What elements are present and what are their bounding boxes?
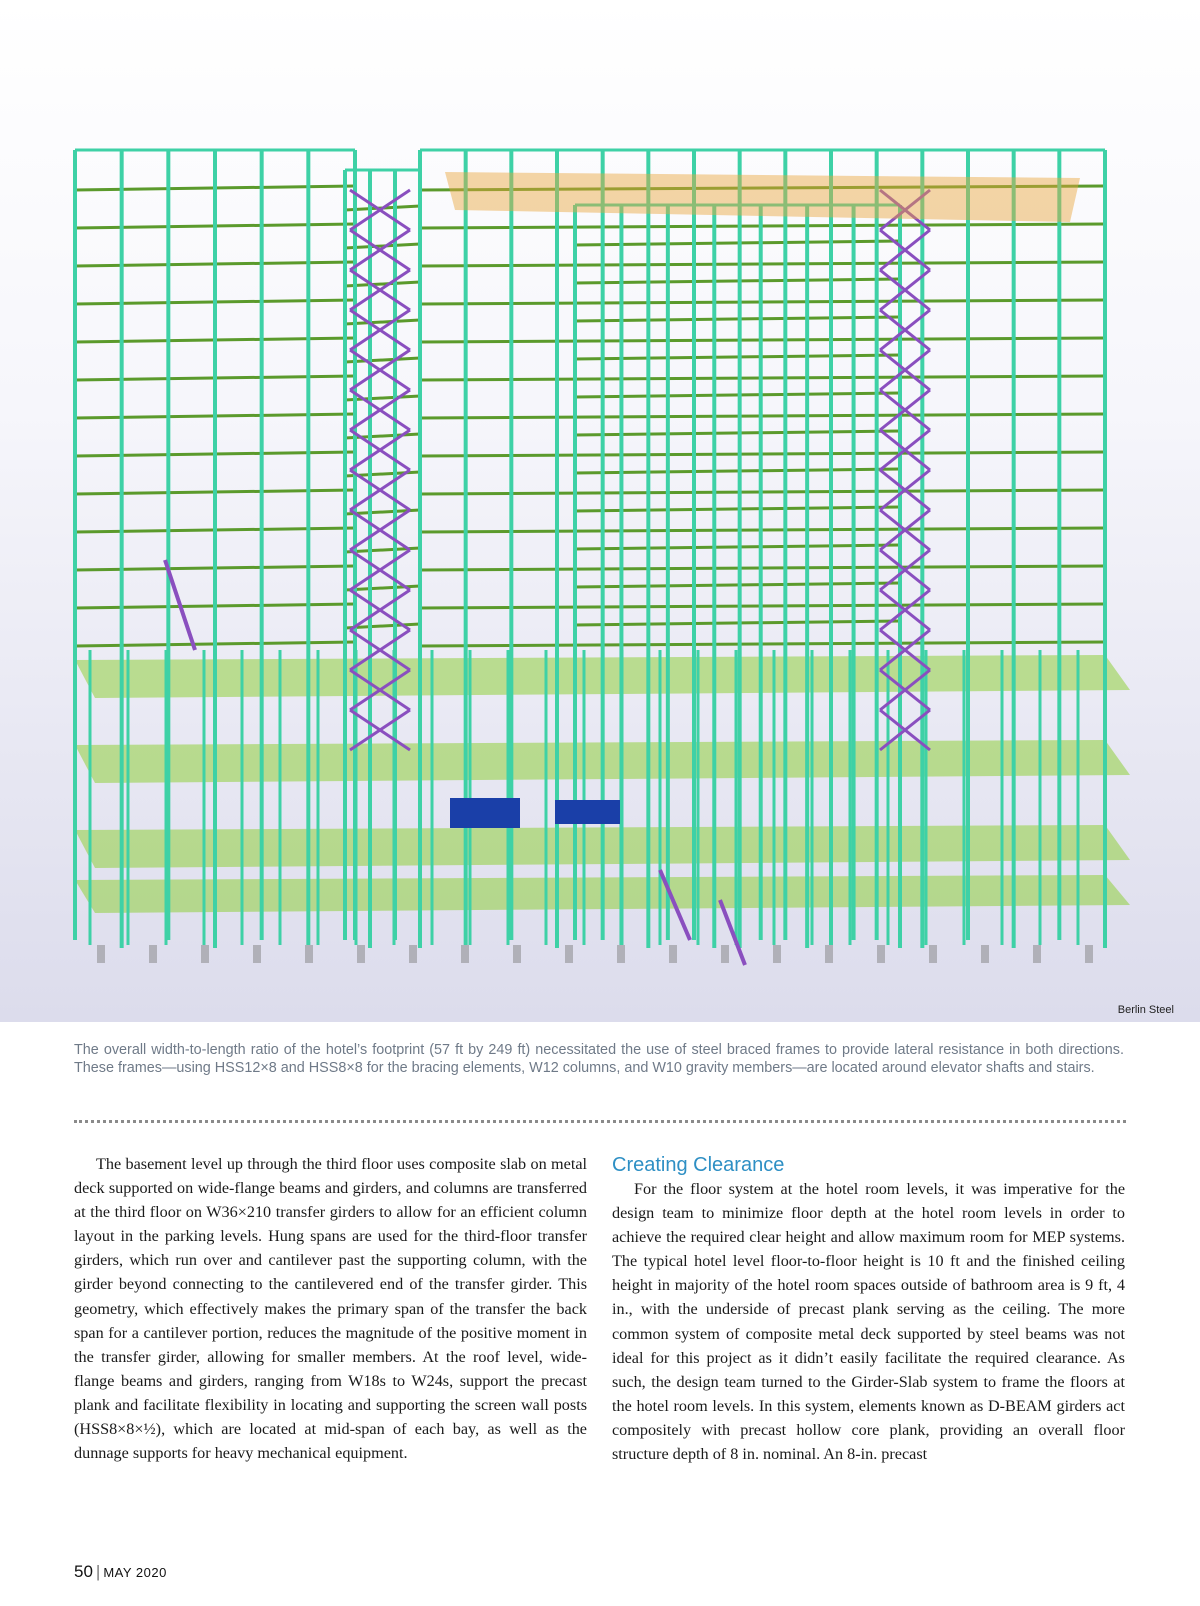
- dotted-divider: [74, 1120, 1126, 1123]
- body-paragraph: For the floor system at the hotel room levels, it was imperative for the design team to minimize floor depth at the hotel room levels in order to achieve the required clear height and allow maximum room for MEP systems. The typical hotel level floor-to-floor height is 10 ft and the finished ceiling height in majority of the hotel room spaces outside of bathroom area is 9 ft, 4 in., with the underside of precast plank serving as the ceiling. The more common system of composite metal deck supported by steel beams was not ideal for this project as it didn’t easily facilitate the required clearance. As such, the design team turned to the Girder-Slab system to frame the floors at the hotel room levels. In this system, elements known as D-BEAM girders act compositely with precast hollow core plank, providing an overall floor structure depth of 8 in. nominal. An 8-in. precast: [612, 1180, 1125, 1464]
- body-column-left: [74, 1152, 587, 1465]
- footing: [409, 945, 417, 963]
- footing: [617, 945, 625, 963]
- body-paragraph: The basement level up through the third floor uses composite slab on metal deck supported on wide-flange beams and girders, and columns are transferred at the third floor on W36×210 transfer girders to allow for an efficient column layout in the parking levels. Hung spans are used for the third-floor transfer girders, which run over and cantilever past the supporting column, with the girder beyond connecting to the cantilevered end of the transfer girder. This geometry, which effectively makes the primary span of the transfer the back span for a cantilever portion, reduces the magnitude of the positive moment in the transfer girder, allowing for smaller members. At the roof level, wide-flange beams and girders, ranging from W18s to W24s, support the precast plank and facilitate flexibility in locating and supporting the screen wall posts (HSS8×8×½), which are located at mid-span of each bay, as well as the dunnage supports for heavy mechanical equipment.: [74, 1155, 587, 1463]
- footing: [201, 945, 209, 963]
- footing: [97, 945, 105, 963]
- footing: [565, 945, 573, 963]
- footing: [877, 945, 885, 963]
- section-heading: Creating Clearance: [612, 1154, 785, 1176]
- floor-beam: [575, 469, 900, 473]
- floor-beam: [575, 545, 900, 549]
- photo-credit: Berlin Steel: [1117, 1004, 1174, 1016]
- mechanical-equipment: [555, 800, 620, 824]
- footing: [253, 945, 261, 963]
- footing: [721, 945, 729, 963]
- floor-beam: [575, 355, 900, 359]
- footer-separator: |: [95, 1562, 101, 1581]
- roof-platform: [445, 172, 1080, 222]
- floor-beam: [575, 507, 900, 511]
- footing: [929, 945, 937, 963]
- footing: [1033, 945, 1041, 963]
- floor-beam: [575, 279, 900, 283]
- footing: [305, 945, 313, 963]
- figure-caption: The overall width-to-length ratio of the hotel’s footprint (57 ft by 249 ft) necessitated the use of steel braced frames to provide lateral resistance in both directions. These frames—using HSS12×8 and HSS8×8 for the bracing elements, W12 columns, and W10 gravity members—are located around elevator shafts and stairs.: [74, 1042, 1124, 1076]
- body-column-right: [612, 1153, 1125, 1466]
- floor-beam: [575, 583, 900, 587]
- footing: [461, 945, 469, 963]
- footing: [149, 945, 157, 963]
- footing: [669, 945, 677, 963]
- page-number: 50: [74, 1562, 93, 1581]
- footing: [981, 945, 989, 963]
- footing: [513, 945, 521, 963]
- footing: [357, 945, 365, 963]
- footing: [1085, 945, 1093, 963]
- floor-beam: [575, 621, 900, 625]
- footing: [825, 945, 833, 963]
- issue-date: MAY 2020: [103, 1565, 167, 1580]
- mechanical-equipment: [450, 798, 520, 828]
- footing: [773, 945, 781, 963]
- floor-beam: [575, 431, 900, 435]
- floor-beam: [575, 241, 900, 245]
- floor-beam: [575, 393, 900, 397]
- floor-beam: [575, 317, 900, 321]
- page-footer: [74, 1562, 167, 1582]
